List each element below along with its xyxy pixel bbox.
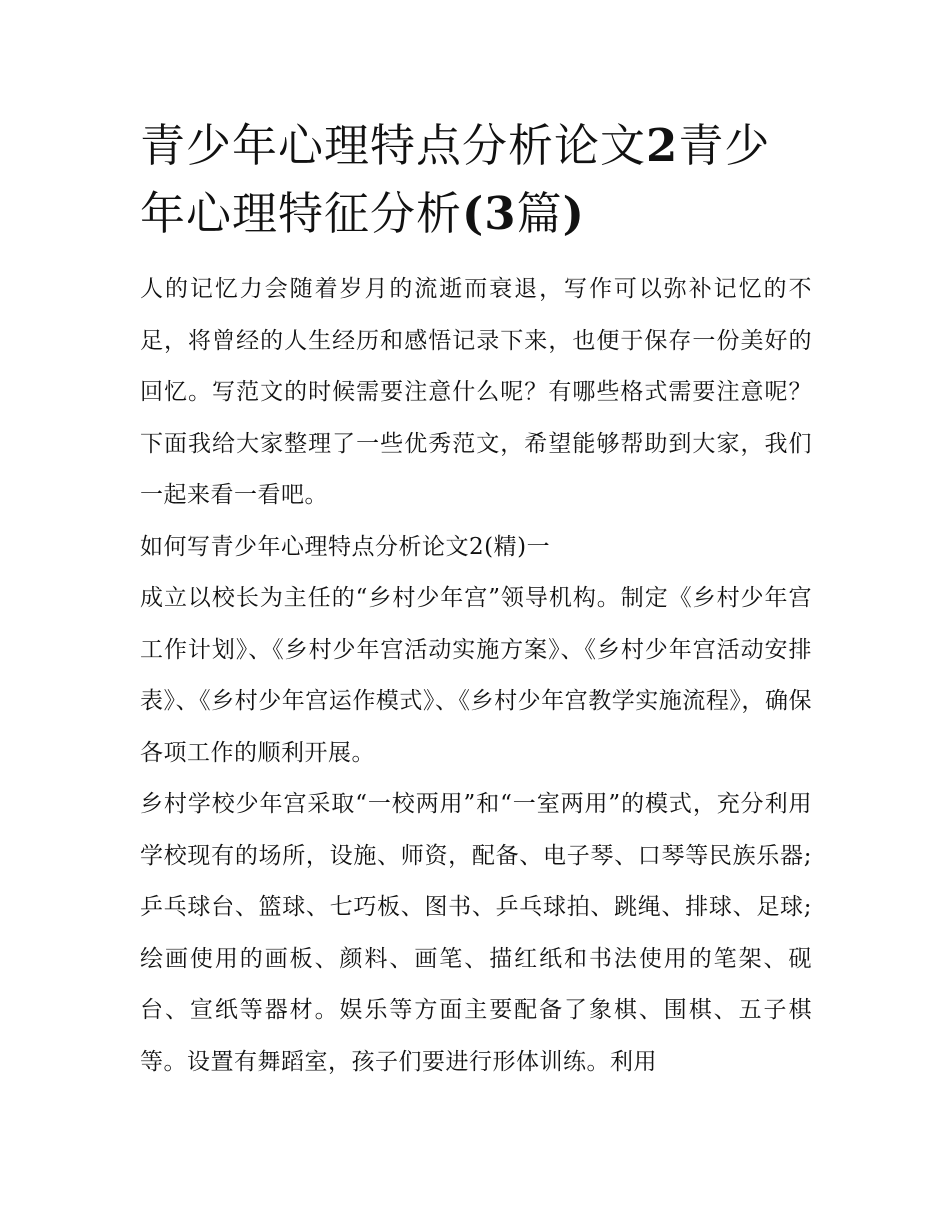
document-title: 青少年心理特点分析论文2青少年心理特征分析(3篇) <box>140 119 771 240</box>
document-body <box>140 264 812 1088</box>
body-paragraph: 乡村学校少年宫采取“一校两用”和“一室两用”的模式，充分利用学校现有的场所，设施、师资，配备、电子琴、口琴等民族乐器;乒乓球台、篮球、七巧板、图书、乒乓球拍、跳绳、排球、足球;绘画使用的画板、颜料、画笔、描红纸和书法使用的笔架、砚台、宣纸等器材。娱乐等方面主要配备了象棋、围棋、五子棋等。设置有舞蹈室，孩子们要进行形体训练。利用 <box>140 791 812 1075</box>
intro-paragraph: 人的记忆力会随着岁月的流逝而衰退，写作可以弥补记忆的不足，将曾经的人生经历和感悟记录下来，也便于保存一份美好的回忆。写范文的时候需要注意什么呢？有哪些格式需要注意呢？下面我给大家整理了一些优秀范文，希望能够帮助到大家，我们一起来看一看吧。 <box>140 276 812 508</box>
section-heading: 如何写青少年心理特点分析论文2(精)一 <box>140 533 551 560</box>
body-paragraph: 成立以校长为主任的“乡村少年宫”领导机构。制定《乡村少年宫工作计划》、《乡村少年宫活动实施方案》、《乡村少年宫活动安排表》、《乡村少年宫运作模式》、《乡村少年宫教学实施流程》，确保各项工作的顺利开展。 <box>140 585 812 766</box>
